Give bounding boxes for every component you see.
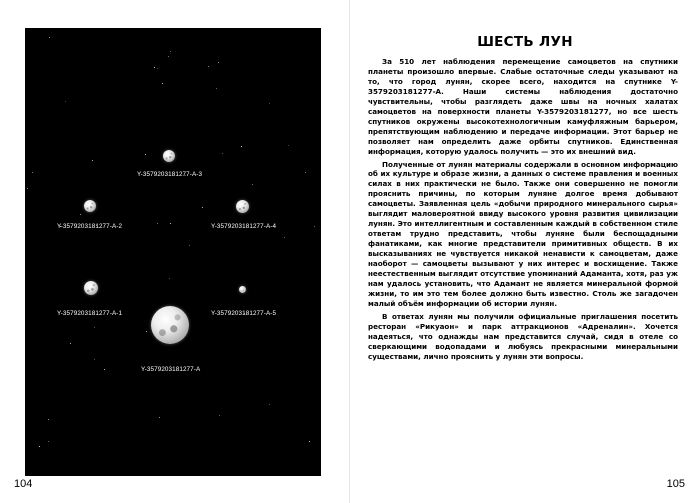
star (92, 160, 93, 161)
star (162, 83, 163, 84)
star (170, 223, 171, 224)
star (65, 101, 66, 102)
moon-a1 (84, 281, 98, 295)
moon-label-a4: Y-3579203181277-A-4 (211, 223, 277, 230)
moon-label-a2: Y-3579203181277-A-2 (57, 223, 123, 230)
star (314, 226, 315, 227)
page-title: ШЕСТЬ ЛУН (477, 34, 573, 50)
moon-a5 (239, 286, 246, 293)
star (27, 188, 28, 189)
star (94, 327, 95, 328)
star (170, 51, 171, 52)
star (146, 331, 147, 332)
right-page (350, 0, 700, 503)
star (219, 415, 220, 416)
star (157, 68, 158, 69)
paragraph-2: Полученные от лунян материалы содержали в основном информацию об их культуре и образе жизни, а данных о системе правления и военных силах в них практически не было. Также они совершенно не помогли прояснить причины, по которым луняне долгое время добывают самоцветы. Заявленная цель «добычи природного минерального сырья» выглядит маловероятной ввиду высокого уровня развития цивилизации лунян. Это интеллигентным и составленным каждый в собственном стиле ответам трудно представить, чтобы луняне были беспощадными фанатиками, как многие представители примитивных обществ. В их высказываниях не чувствуется никакой ненависти к самоцветам, даже наоборот — самоцветы вызывают у них интерес и восхищение. Также неестественным выглядит отсутствие упоминаний Адаманта, хотя, раз уж нам удалось установить, что Адамант не является минеральной формой жизни, то им это тем более должно быть известно. Столь же загадочен малый объём информации об истории лунян. (368, 159, 678, 308)
star (94, 359, 95, 360)
star (159, 417, 160, 418)
moon-a2 (84, 200, 96, 212)
star (284, 237, 285, 238)
star (48, 441, 49, 442)
star (309, 441, 310, 442)
moon-label-a1: Y-3579203181277-A-1 (57, 310, 123, 317)
star (104, 369, 105, 370)
star (39, 446, 40, 447)
moon-label-a: Y-3579203181277-A (141, 366, 201, 373)
star (80, 214, 81, 215)
star (154, 67, 155, 68)
space-illustration (25, 28, 321, 476)
page-number-right: 105 (666, 478, 685, 490)
star (48, 419, 49, 420)
star (218, 62, 219, 63)
page-number-left: 104 (14, 478, 33, 490)
star (145, 154, 146, 155)
article-body (368, 57, 678, 365)
star (241, 146, 242, 147)
moon-label-a5: Y-3579203181277-A-5 (211, 310, 277, 317)
star (252, 184, 253, 185)
star (189, 245, 190, 246)
star (269, 404, 270, 405)
star (70, 343, 71, 344)
moon-label-a3: Y-3579203181277-A-3 (137, 171, 203, 178)
star (168, 56, 169, 57)
star (208, 66, 209, 67)
moon-a (151, 306, 189, 344)
star (305, 172, 306, 173)
star (269, 103, 270, 104)
star (49, 37, 50, 38)
paragraph-1: За 510 лет наблюдения перемещение самоцветов на спутники планеты произошло впервые. Слабые остаточные следы указывают на то, что город лунян, скорее всего, находится на спутнике Y-3579203181277-А. Наши системы наблюдения достаточно чувствительны, чтобы разглядеть даже швы на ночных халатах самоцветов на поверхности планеты Y-3579203181277, но все шесть спутников окружены высокотехнологичным камуфляжным барьером, препятствующим наблюдению и передаче информации. Этот барьер не позволяет нам определить даже орбиты спутников. Единственная информация, которую удалось получить — это их внешний вид. (368, 57, 678, 156)
moon-a4 (236, 200, 249, 213)
star (288, 145, 289, 146)
moon-a3 (163, 150, 175, 162)
star (169, 278, 170, 279)
star (216, 88, 217, 89)
paragraph-3: В ответах лунян мы получили официальные приглашения посетить ресторан «Рикуаон» и парк аттракционов «Адреналин». Хочется надеяться, что однажды нам представится случай, сидя в отеле со сверкающими водопадами и любуясь прекрасными минеральными существами, лично прояснить у лунян эти вопросы. (368, 311, 678, 361)
star (157, 223, 158, 224)
star (32, 172, 33, 173)
star (222, 153, 223, 154)
star (202, 207, 203, 208)
